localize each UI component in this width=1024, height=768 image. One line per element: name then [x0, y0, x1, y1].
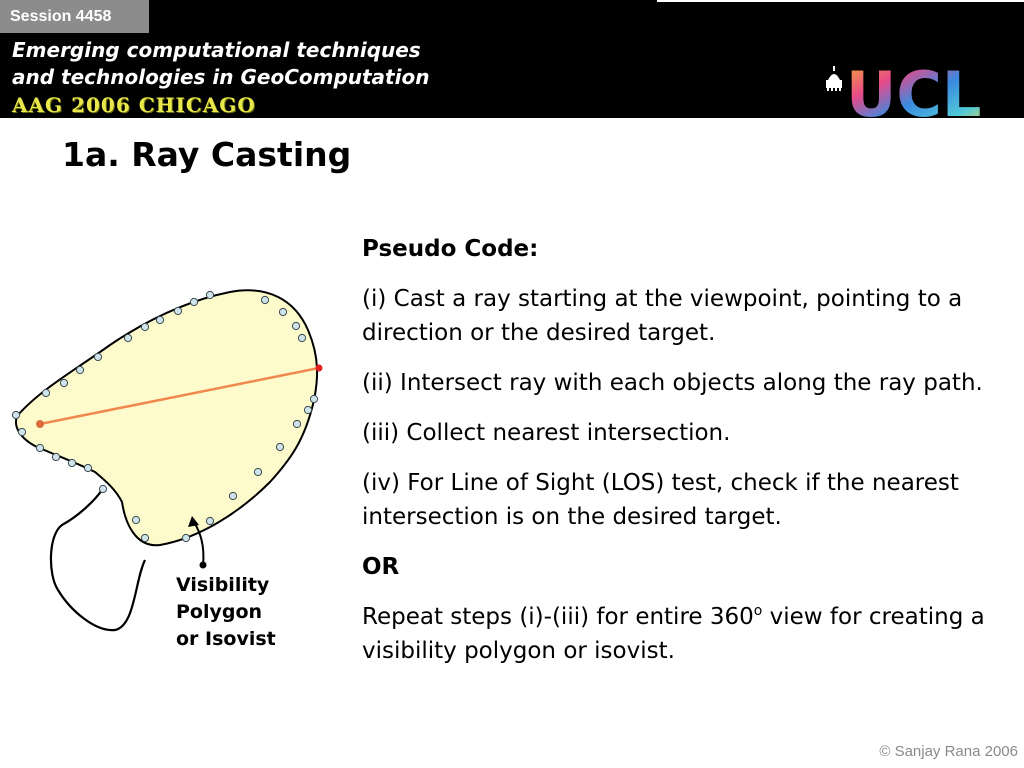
ucl-logo: [820, 58, 1000, 120]
pseudo-code-step-1: (i) Cast a ray starting at the viewpoint, pointing to a direction or the desired target.: [362, 286, 963, 346]
vertex-marker: [276, 443, 283, 450]
vertex-marker: [206, 291, 213, 298]
copyright-footer: © Sanjay Rana 2006: [879, 743, 1018, 760]
vertex-marker: [60, 379, 67, 386]
vertex-marker: [36, 444, 43, 451]
vertex-marker: [190, 298, 197, 305]
vertex-marker: [279, 308, 286, 315]
conference-title-line2: and technologies in GeoComputation: [12, 65, 430, 89]
pseudo-code-step-3: (iii) Collect nearest intersection.: [362, 420, 731, 446]
vertex-marker: [68, 459, 75, 466]
diagram-caption-line2: Polygon: [176, 601, 263, 623]
vertex-marker: [42, 389, 49, 396]
pseudo-code-or: OR: [362, 554, 400, 580]
diagram-caption-line3: or Isovist: [176, 628, 276, 650]
vertex-marker: [132, 516, 139, 523]
vertex-marker: [310, 395, 317, 402]
visibility-polygon: [16, 290, 317, 545]
pseudo-code-repeat: [362, 600, 1012, 668]
pseudo-code-step-4: (iv) For Line of Sight (LOS) test, check if the nearest intersection is on the desired target.: [362, 470, 959, 530]
pseudo-code-step-2: (ii) Intersect ray with each objects along the ray path.: [362, 370, 983, 396]
ucl-logo-text: UCL: [846, 58, 982, 120]
vertex-marker: [52, 453, 59, 460]
viewpoint-marker: [36, 420, 44, 428]
caption-pointer-dot: [200, 562, 207, 569]
vertex-marker: [12, 411, 19, 418]
vertex-marker: [99, 485, 106, 492]
diagram-caption-line1: Visibility: [176, 574, 270, 596]
pseudo-code-repeat-end: view for creating a visibility polygon or isovist.: [362, 604, 985, 664]
conference-subtitle: AAG 2006 CHICAGO: [12, 93, 256, 117]
conference-title-line1: Emerging computational techniques: [12, 38, 421, 62]
vertex-marker: [293, 420, 300, 427]
vertex-marker: [261, 296, 268, 303]
vertex-marker: [141, 323, 148, 330]
ucl-dome-icon: [826, 66, 842, 91]
vertex-marker: [156, 316, 163, 323]
header-banner: [0, 0, 1024, 118]
header-rule: [657, 0, 1024, 2]
vertex-marker: [124, 334, 131, 341]
pseudo-code-heading: Pseudo Code:: [362, 236, 539, 262]
session-label: Session 4458: [0, 0, 149, 33]
vertex-marker: [292, 322, 299, 329]
vertex-marker: [182, 534, 189, 541]
vertex-marker: [206, 517, 213, 524]
vertex-marker: [94, 353, 101, 360]
isovist-diagram: [0, 280, 340, 650]
diagram-caption: [176, 572, 276, 653]
degree-superscript: o: [753, 603, 763, 619]
vertex-marker: [76, 366, 83, 373]
pseudo-code-repeat-start: Repeat steps (i)-(iii) for entire 360: [362, 604, 754, 630]
pseudo-code-block: [362, 232, 1012, 684]
vertex-marker: [84, 464, 91, 471]
target-marker: [316, 365, 323, 372]
conference-title: [12, 37, 612, 91]
vertex-marker: [229, 492, 236, 499]
vertex-marker: [298, 334, 305, 341]
vertex-marker: [254, 468, 261, 475]
vertex-marker: [174, 307, 181, 314]
slide-title: 1a. Ray Casting: [62, 135, 352, 174]
vertex-marker: [141, 534, 148, 541]
vertex-marker: [304, 406, 311, 413]
vertex-marker: [18, 428, 25, 435]
